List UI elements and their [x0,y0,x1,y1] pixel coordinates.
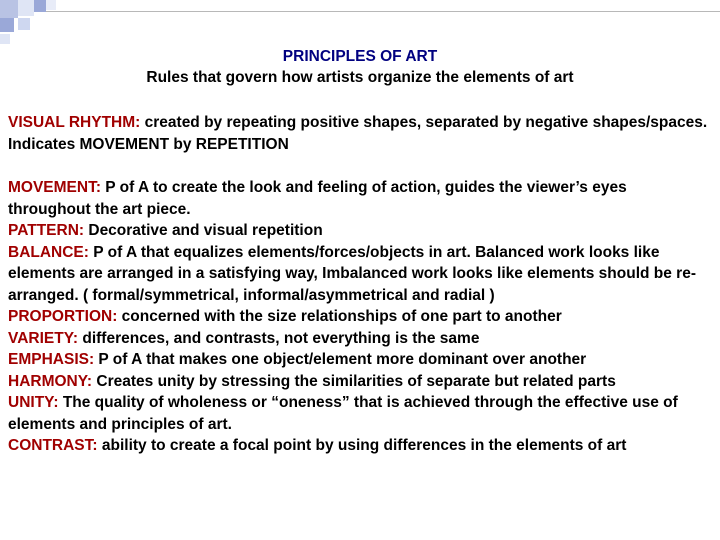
term-definition: created by repeating positive shapes, separated by negative shapes/spaces. Indicates MOVEMENT by REPETITION [8,114,708,153]
principle-item [8,177,713,220]
term-label: PATTERN: [8,222,85,239]
term-definition: Decorative and visual repetition [84,222,323,239]
principle-item [8,328,713,350]
decor-square [18,18,30,30]
term-label: UNITY: [8,394,59,411]
page-title: PRINCIPLES OF ART [282,48,438,65]
term-definition: The quality of wholeness or “oneness” that is achieved through the effective use of elements and principles of art. [8,394,678,433]
term-definition: concerned with the size relationships of one part to another [117,308,562,325]
decor-square [34,0,46,12]
term-label: CONTRAST: [8,437,98,454]
term-definition: P of A to create the look and feeling of action, guides the viewer’s eyes throughout the art piece. [8,179,627,218]
principle-item [8,306,713,328]
term-definition: ability to create a focal point by using differences in the elements of art [97,437,627,454]
term-label: HARMONY: [8,372,93,390]
term-definition: P of A that equalizes elements/forces/objects in art. Balanced work looks like elements are arranged in a satisfying way, Imbalanced work looks like elements should be re-arranged. ( formal/symmetrical, informal/asymmetrical and radial ) [8,243,696,304]
page-subtitle: Rules that govern how artists organize the elements of art [146,69,574,86]
term-label: VISUAL RHYTHM: [8,114,141,131]
term-label: BALANCE: [8,243,89,261]
principle-item [8,392,713,435]
principle-item [8,435,713,457]
term-label: PROPORTION: [8,308,118,325]
principle-item [8,242,713,307]
decor-square [0,0,18,18]
term-definition: P of A that makes one object/element more dominant over another [94,351,587,368]
term-label: MOVEMENT: [8,179,101,196]
principle-item [8,220,713,242]
term-label: EMPHASIS: [8,351,95,368]
decor-square [0,18,14,32]
term-definition: Creates unity by stressing the similarities of separate but related parts [92,372,616,390]
decor-square [0,34,10,44]
term-label: VARIETY: [8,329,79,347]
principle-item [8,371,713,393]
decor-square [18,0,34,16]
visual-rhythm-block [8,112,713,155]
principles-list [8,177,713,457]
principle-item [8,349,713,371]
decor-square [46,0,56,10]
definition-paragraph [8,112,713,155]
term-definition: differences, and contrasts, not everything is the same [78,329,480,347]
header-divider [46,11,720,12]
